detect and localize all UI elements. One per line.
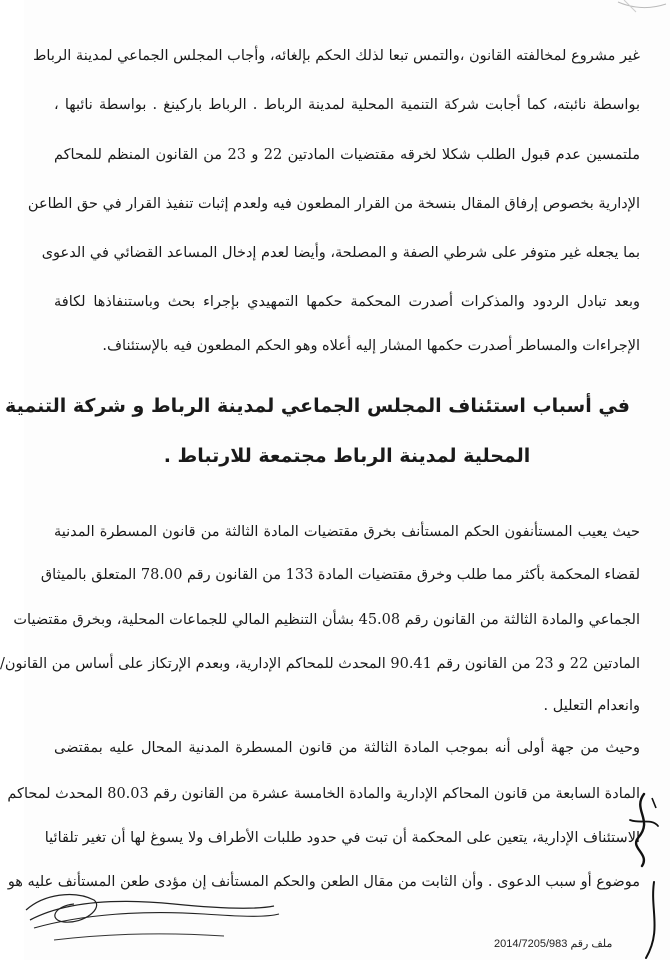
text-line: بواسطة نائبته، كما أجابت شركة التنمية المحلية لمدينة الرباط . الرباط باركينغ . بواسطة نائبها ،	[54, 97, 640, 113]
text-line: الإجراءات والمساطر أصدرت حكمها المشار إليه أعلاه وهو الحكم المطعون فيه بالإستئناف.	[102, 338, 640, 354]
section-heading-line-2: المحلية لمدينة الرباط مجتمعة للارتباط .	[163, 445, 531, 467]
scan-mark	[614, 0, 670, 20]
text-line: الجماعي والمادة الثالثة من القانون رقم 45.08 بشأن التنظيم المالي للجماعات المحلية، وبخرق مقتضيات	[13, 612, 640, 628]
text-line: غير مشروع لمخالفته القانون ،والتمس تبعا لذلك الحكم بإلغائه، وأجاب المجلس الجماعي لمدينة الرباط	[33, 48, 640, 64]
margin-mark	[624, 880, 670, 960]
text-line: المادة السابعة من قانون المحاكم الإدارية والمادة الخامسة عشرة من القانون رقم 80.03 المحدث لمحاكم	[7, 786, 640, 802]
text-line: وبعد تبادل الردود والمذكرات أصدرت المحكمة حكمها التمهيدي بإجراء بحث وباستنفاذها لكافة	[54, 294, 640, 310]
text-line: موضوع أو سبب الدعوى . وأن الثابت من مقال الطعن والحكم المستأنف إن مؤدى طعن المستأنف عليه هو	[7, 874, 640, 890]
text-line: وحيث من جهة أولى أنه بموجب المادة الثالثة من قانون المسطرة المدنية المحال عليه بمقتضى	[54, 740, 640, 756]
text-line: لقضاء المحكمة بأكثر مما طلب وخرق مقتضيات المادة 133 من القانون رقم 78.00 المتعلق بالميثاق	[40, 567, 640, 583]
text-line: المادتين 22 و 23 من القانون رقم 90.41 المحدث للمحاكم الإدارية، وبعدم الإرتكاز على أساس من القانون/	[0, 656, 640, 672]
text-line: الاستئناف الإدارية، يتعين على المحكمة أن تبت في حدود طلبات الأطراف ولا يسوغ لها أن تغير تلقائيا	[44, 830, 640, 846]
text-line: الإدارية بخصوص إرفاق المقال بنسخة من القرار المطعون فيه ولعدم إثبات تنفيذ القرار في حق الطاعن	[27, 196, 640, 212]
text-line: وانعدام التعليل .	[543, 698, 640, 714]
text-line: بما يجعله غير متوفر على شرطي الصفة و المصلحة، وأيضا لعدم إدخال المساعد القضائي في الدعوى	[41, 245, 640, 261]
text-line: ملتمسين عدم قبول الطلب شكلا لخرقه مقتضيات المادتين 22 و 23 من القانون المنظم للمحاكم	[54, 147, 640, 163]
text-line: حيث يعيب المستأنفون الحكم المستأنف بخرق مقتضيات المادة الثالثة من قانون المسطرة المدنية	[54, 524, 640, 540]
section-heading-line-1: في أسباب استئناف المجلس الجماعي لمدينة الرباط و شركة التنمية	[5, 395, 630, 417]
file-reference: ملف رقم 2014/7205/983	[494, 938, 613, 950]
